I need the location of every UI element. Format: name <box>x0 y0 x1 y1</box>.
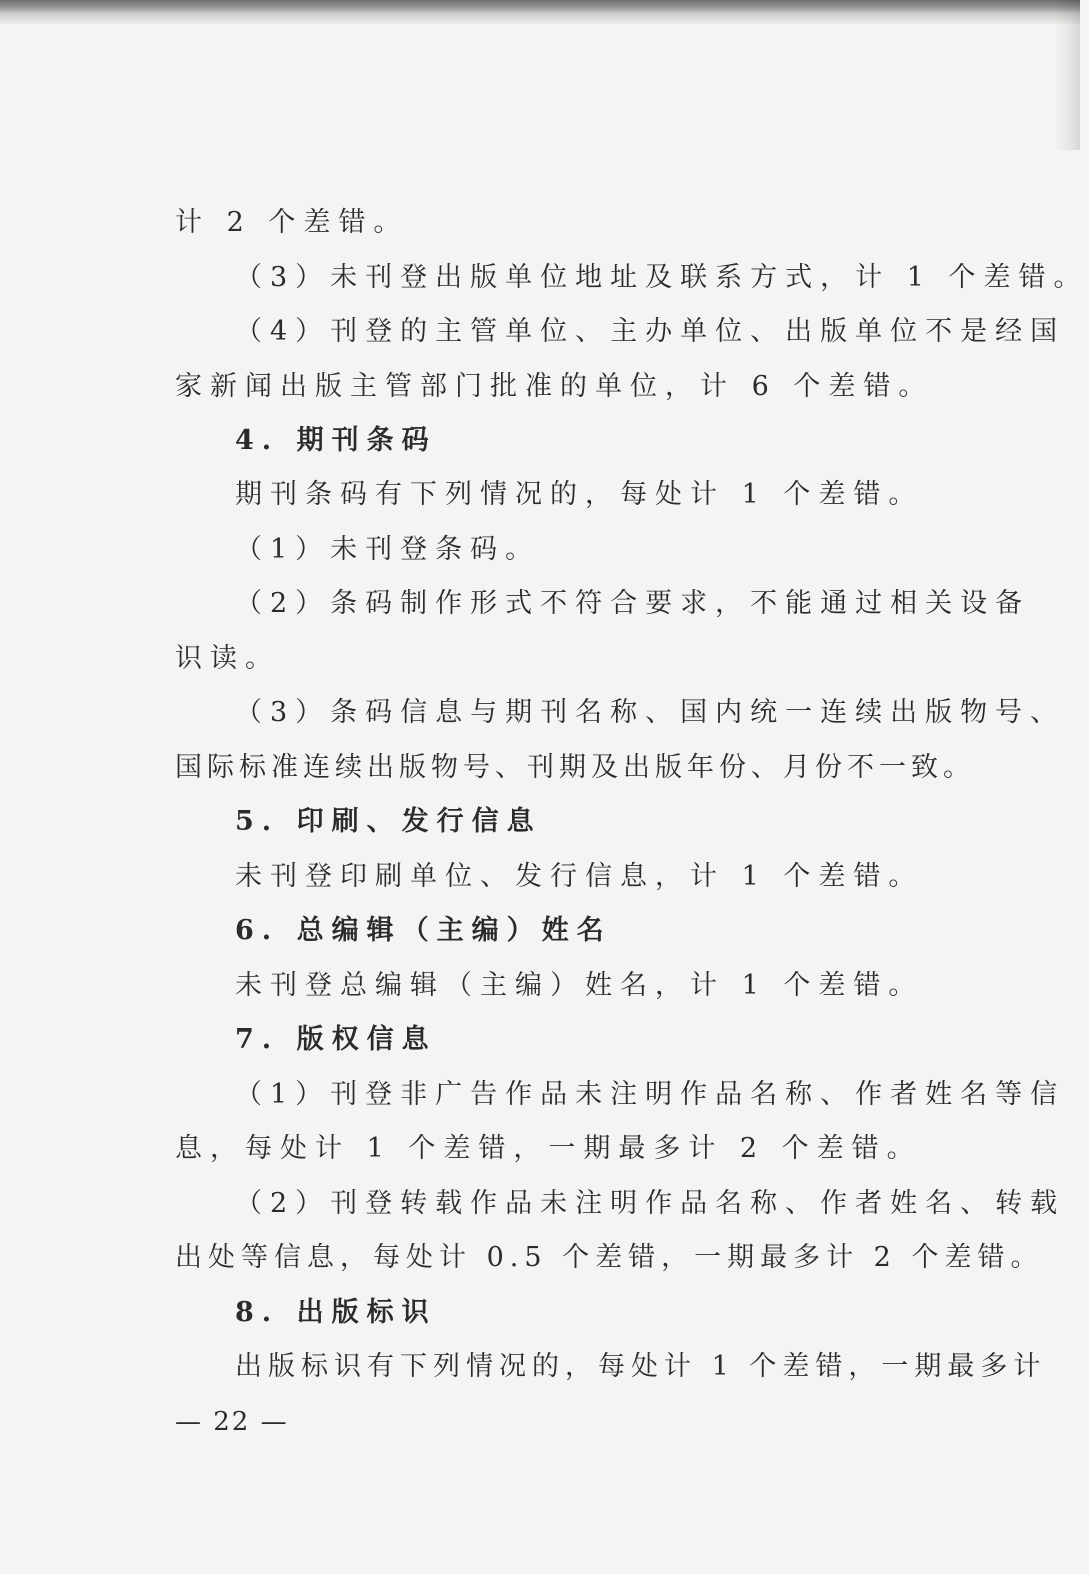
text-line: 期刊条码有下列情况的，每处计 1 个差错。 <box>235 479 924 510</box>
text-line: 计 2 个差错。 <box>175 207 409 238</box>
text-line: 识读。 <box>175 643 280 674</box>
text-line: （3）未刊登出版单位地址及联系方式，计 1 个差错。 <box>235 262 1089 293</box>
text-line: 国际标准连续出版物号、刊期及出版年份、月份不一致。 <box>175 752 975 783</box>
section-heading: 7. 版权信息 <box>235 1024 437 1055</box>
section-heading: 6. 总编辑（主编）姓名 <box>235 915 612 946</box>
text-line: （1）未刊登条码。 <box>235 534 541 565</box>
text-line: 息，每处计 1 个差错，一期最多计 2 个差错。 <box>175 1133 922 1164</box>
page-number: — 22 — <box>175 1407 289 1437</box>
section-heading: 4. 期刊条码 <box>235 425 437 456</box>
section-heading: 5. 印刷、发行信息 <box>235 806 542 837</box>
text-line: （2）条码制作形式不符合要求，不能通过相关设备 <box>235 588 1031 619</box>
text-line: 家新闻出版主管部门批准的单位，计 6 个差错。 <box>175 371 934 402</box>
section-heading: 8. 出版标识 <box>235 1297 437 1328</box>
text-line: （1）刊登非广告作品未注明作品名称、作者姓名等信 <box>235 1079 1066 1110</box>
text-line: 出版标识有下列情况的，每处计 1 个差错，一期最多计 <box>235 1351 1047 1382</box>
text-line: （4）刊登的主管单位、主办单位、出版单位不是经国 <box>235 316 1066 347</box>
text-line: 出处等信息，每处计 0.5 个差错，一期最多计 2 个差错。 <box>175 1242 1044 1273</box>
text-line: 未刊登印刷单位、发行信息，计 1 个差错。 <box>235 861 924 892</box>
text-line: （3）条码信息与期刊名称、国内统一连续出版物号、 <box>235 697 1066 728</box>
text-line: （2）刊登转载作品未注明作品名称、作者姓名、转载 <box>235 1188 1066 1219</box>
text-line: 未刊登总编辑（主编）姓名，计 1 个差错。 <box>235 970 924 1001</box>
